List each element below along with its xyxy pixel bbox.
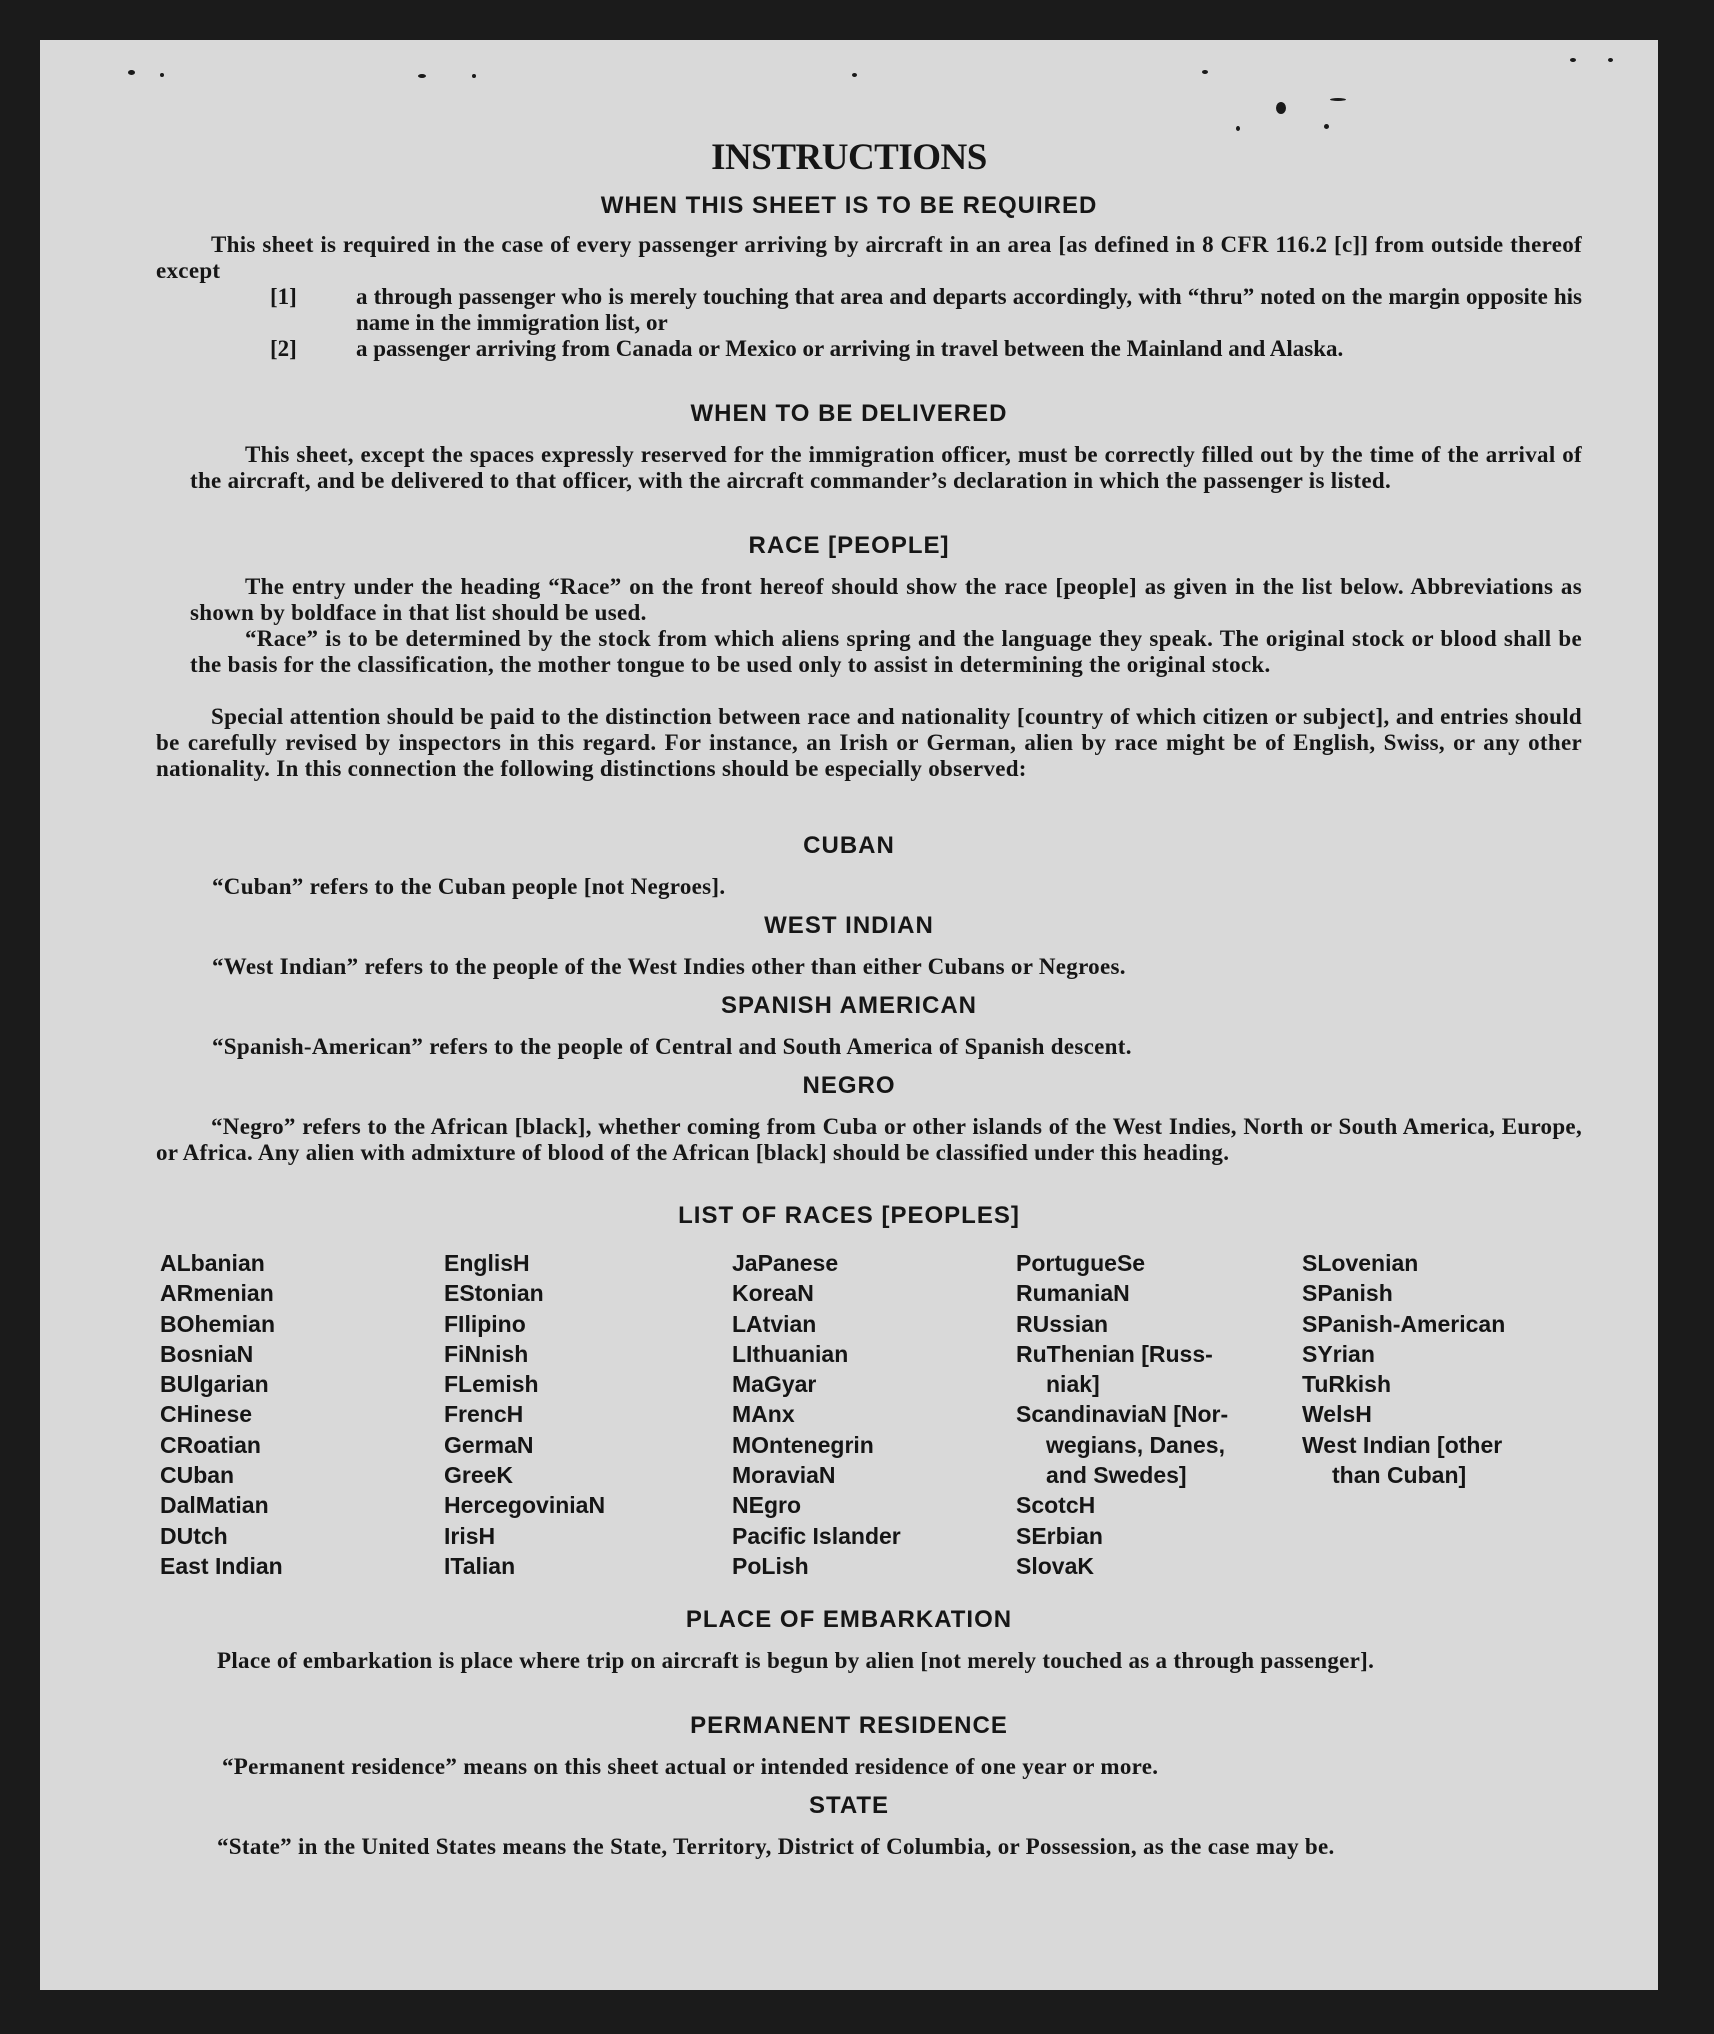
race-list-item: East Indian xyxy=(160,1552,283,1579)
spanish-american-text: “Spanish-American” refers to the people of Central and South America of Spanish descent. xyxy=(212,1034,1132,1059)
race-list-item: wegians, Danes, xyxy=(1046,1431,1225,1458)
race-list-item: FIlipino xyxy=(444,1310,526,1337)
race-list-item: RuThenian [Russ- xyxy=(1016,1340,1213,1367)
race-list-item: ALbanian xyxy=(160,1250,265,1276)
section-heading-when-delivered: WHEN TO BE DELIVERED xyxy=(690,400,1008,427)
race-list-item: SLovenian xyxy=(1302,1250,1419,1276)
race-list-item: and Swedes] xyxy=(1046,1462,1187,1489)
race-list-item: KoreaN xyxy=(732,1280,814,1307)
race-list-item: West Indian [other xyxy=(1302,1431,1503,1458)
cuban-text: “Cuban” refers to the Cuban people [not Negroes]. xyxy=(212,874,726,899)
race-paragraph-1: The entry under the heading “Race” on the front hereof should show the race [people] as given in the list below. Abbreviations as shown by boldface in that list should be used. xyxy=(190,574,1582,625)
race-list-item: SErbian xyxy=(1016,1522,1103,1549)
document-page xyxy=(40,40,1658,1990)
race-list-column-3 xyxy=(732,1248,901,1581)
race-list-item: RUssian xyxy=(1016,1310,1109,1337)
race-list-item: niak] xyxy=(1046,1371,1100,1398)
when-required-intro: This sheet is required in the case of every passenger arriving by aircraft in an area [as defined in 8 CFR 116.2 [c]] from outside thereof except xyxy=(156,232,1582,283)
section-heading-embarkation: PLACE OF EMBARKATION xyxy=(685,1606,1013,1633)
race-list-item: GermaN xyxy=(444,1431,534,1458)
west-indian-text: “West Indian” refers to the people of the West Indies other than either Cubans or Negroes. xyxy=(212,954,1126,979)
race-list-item: MAnx xyxy=(732,1401,795,1428)
scan-speck xyxy=(1330,98,1346,101)
race-list-item: BUlgarian xyxy=(160,1371,269,1398)
race-list-item: LIthuanian xyxy=(732,1340,849,1367)
race-list-item: SPanish xyxy=(1302,1280,1393,1307)
scan-speck xyxy=(852,73,857,77)
state-text: “State” in the United States means the State, Territory, District of Columbia, or Possession, as the case may be. xyxy=(217,1834,1335,1859)
race-list-column-2 xyxy=(444,1248,605,1581)
scan-speck xyxy=(1276,102,1286,114)
race-list-item: PortugueSe xyxy=(1016,1250,1146,1276)
race-list-item: EnglisH xyxy=(444,1250,530,1276)
scan-speck xyxy=(1236,126,1240,131)
section-heading-spanish-american: SPANISH AMERICAN xyxy=(720,992,977,1019)
race-list-item: LAtvian xyxy=(732,1310,817,1337)
race-list-item: GreeK xyxy=(444,1462,514,1489)
race-list-item: ITalian xyxy=(444,1552,516,1579)
race-list-item: FrencH xyxy=(444,1401,524,1428)
race-list-item: ScotcH xyxy=(1016,1492,1096,1519)
race-list-item: CUban xyxy=(160,1462,235,1489)
race-list-item: NEgro xyxy=(732,1492,801,1519)
race-list-item: JaPanese xyxy=(732,1250,839,1276)
race-list-item: than Cuban] xyxy=(1332,1462,1467,1489)
race-list-item: Pacific Islander xyxy=(732,1522,901,1549)
race-list-item: SYrian xyxy=(1302,1340,1375,1367)
section-heading-negro: NEGRO xyxy=(802,1072,896,1099)
scan-speck xyxy=(1608,58,1613,62)
when-delivered-text: This sheet, except the spaces expressly reserved for the immigration officer, must be correctly filled out by the time of the arrival of the aircraft, and be delivered to that officer, with the aircraft commander’s declaration in which the passenger is listed. xyxy=(190,442,1582,493)
race-list-item: EStonian xyxy=(444,1280,544,1307)
embarkation-text: Place of embarkation is place where trip on aircraft is begun by alien [not merely touched as a through passenger]. xyxy=(217,1648,1375,1673)
race-list-item: CRoatian xyxy=(160,1431,261,1458)
race-list-item: ScandinaviaN [Nor- xyxy=(1016,1401,1229,1428)
race-list-item: DUtch xyxy=(160,1522,228,1549)
race-list-item: TuRkish xyxy=(1302,1371,1392,1398)
race-list-item: IrisH xyxy=(444,1522,496,1549)
scan-speck xyxy=(1324,124,1329,129)
race-list-item: CHinese xyxy=(160,1401,253,1428)
race-list-item: SlovaK xyxy=(1016,1552,1094,1579)
section-heading-when-required: WHEN THIS SHEET IS TO BE REQUIRED xyxy=(600,192,1098,219)
section-heading-cuban: CUBAN xyxy=(803,832,895,859)
negro-text: “Negro” refers to the African [black], whether coming from Cuba or other islands of the West Indies, North or South America, Europe, or Africa. Any alien with admixture of blood of the African [black] should be classified under this heading. xyxy=(156,1114,1582,1165)
race-paragraph-2: “Race” is to be determined by the stock from which aliens spring and the language they speak. The original stock or blood shall be the basis for the classification, the mother tongue to be used only to assist in determining the original stock. xyxy=(190,626,1582,677)
race-list-column-4 xyxy=(1016,1248,1228,1581)
document-title: INSTRUCTIONS xyxy=(711,137,987,178)
race-list-column-1 xyxy=(160,1248,283,1581)
section-heading-list-of-races: LIST OF RACES [PEOPLES] xyxy=(678,1202,1020,1229)
section-heading-permanent-residence: PERMANENT RESIDENCE xyxy=(690,1712,1008,1739)
section-heading-state: STATE xyxy=(808,1792,890,1819)
race-list-item: SPanish-American xyxy=(1302,1310,1506,1337)
race-list-item: HercegoviniaN xyxy=(444,1492,606,1519)
exception-text: a through passenger who is merely touching that area and departs accordingly, with “thru” noted on the margin opposite his name in the immigration list, or xyxy=(356,284,1582,335)
race-list-item: MoraviaN xyxy=(732,1462,836,1489)
race-list-item: MOntenegrin xyxy=(732,1431,874,1458)
permanent-residence-text: “Permanent residence” means on this sheet actual or intended residence of one year or more. xyxy=(222,1754,1159,1779)
race-list-item: FLemish xyxy=(444,1371,539,1398)
race-list-item: DalMatian xyxy=(160,1492,269,1519)
scan-speck xyxy=(160,73,164,77)
exception-text: a passenger arriving from Canada or Mexico or arriving in travel between the Mainland and Alaska. xyxy=(356,336,1344,361)
exception-number: [1] xyxy=(270,284,297,309)
race-list-item: BosniaN xyxy=(160,1340,254,1367)
race-list-item: RumaniaN xyxy=(1016,1280,1130,1307)
scan-speck xyxy=(418,74,426,78)
race-list-item: FiNnish xyxy=(444,1340,529,1367)
race-list-item: PoLish xyxy=(732,1552,809,1579)
scan-speck xyxy=(472,74,476,78)
race-list-item: BOhemian xyxy=(160,1310,276,1337)
exception-number: [2] xyxy=(270,336,297,361)
section-heading-race: RACE [PEOPLE] xyxy=(748,532,950,559)
race-paragraph-3: Special attention should be paid to the distinction between race and nationality [country of which citizen or subject], and entries should be carefully revised by inspectors in this regard. For instance, an Irish or German, alien by race might be of English, Swiss, or any other nationality. In this connection the following distinctions should be especially observed: xyxy=(156,704,1582,781)
race-list-item: MaGyar xyxy=(732,1371,817,1398)
scan-speck xyxy=(1202,70,1208,74)
race-list-column-5 xyxy=(1302,1248,1505,1490)
race-list-item: WelsH xyxy=(1302,1401,1372,1428)
scan-speck xyxy=(128,70,135,75)
scan-speck xyxy=(1570,58,1576,62)
race-list-item: ARmenian xyxy=(160,1280,274,1307)
section-heading-west-indian: WEST INDIAN xyxy=(764,912,934,939)
